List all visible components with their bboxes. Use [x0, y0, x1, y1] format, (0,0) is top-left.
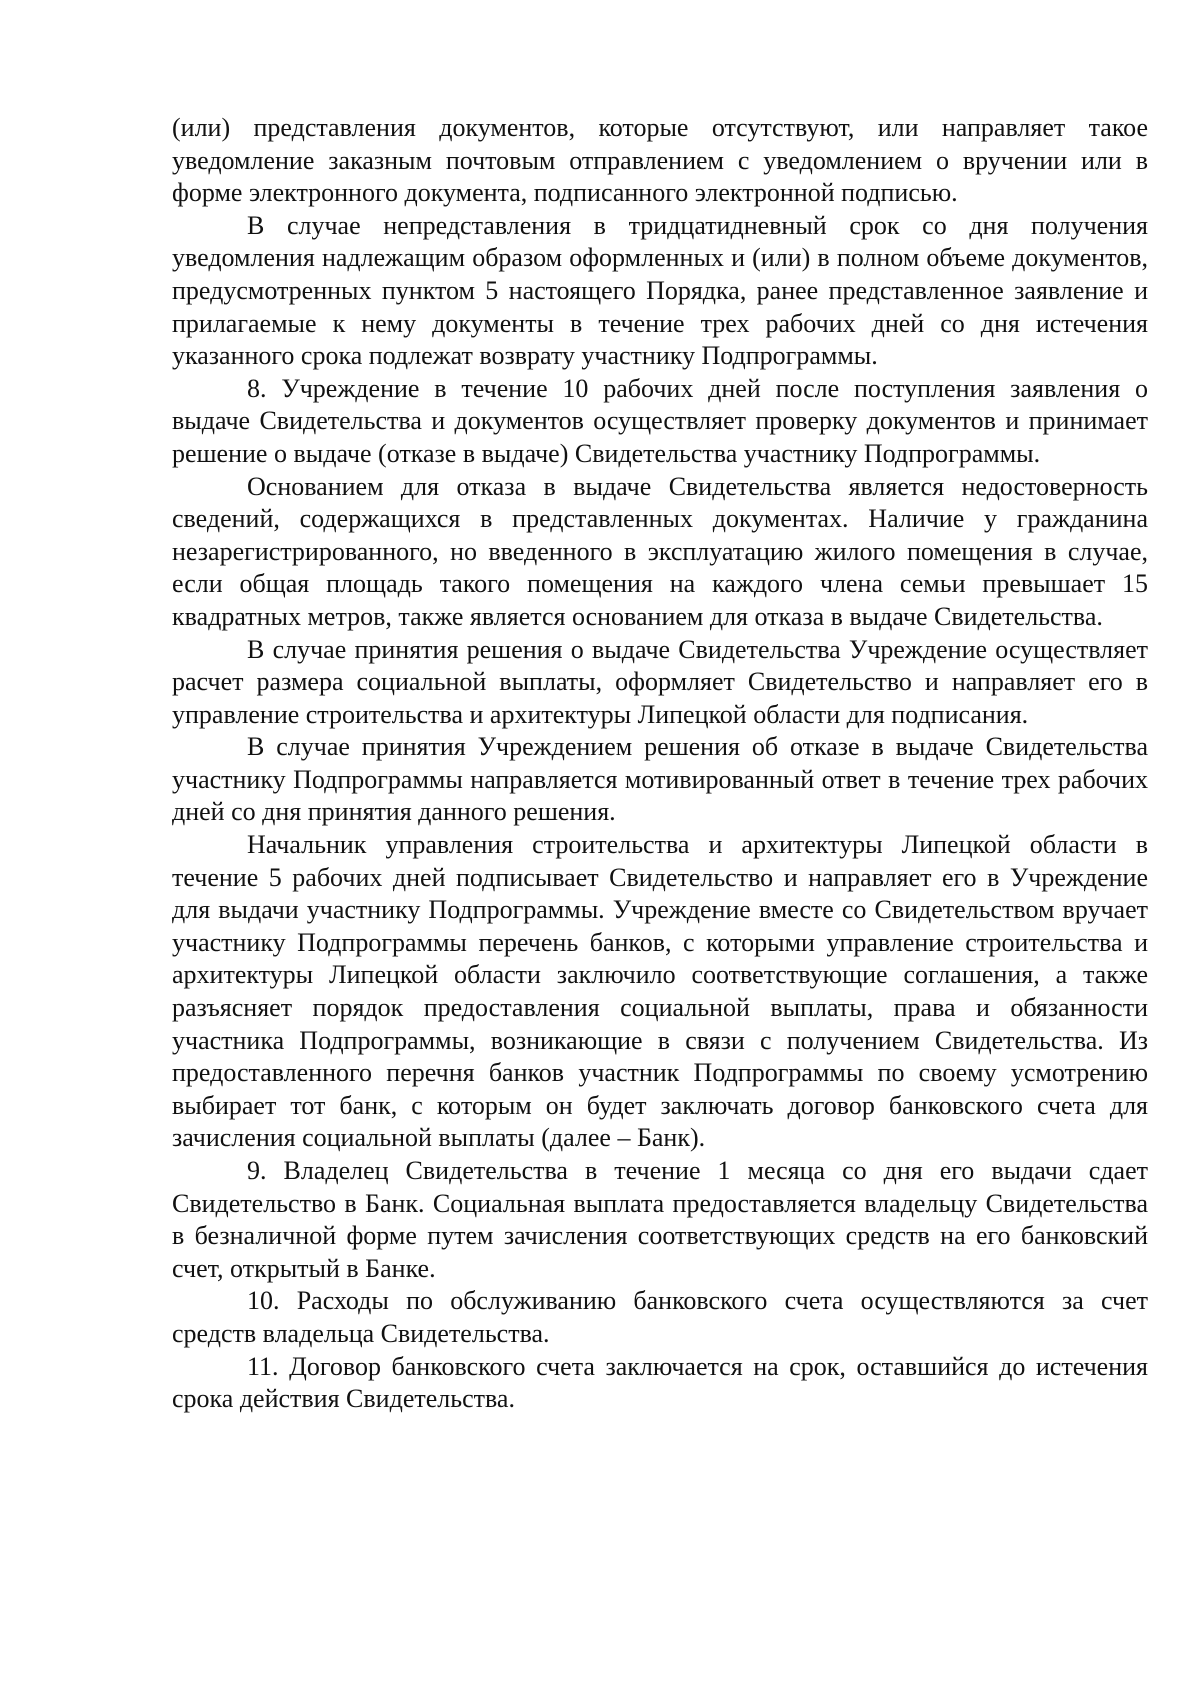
- paragraph-item-10: 10. Расходы по обслуживанию банковского счета осуществляются за счет средств владельца Свидетельства.: [172, 1286, 1148, 1348]
- paragraph-item-8: 8. Учреждение в течение 10 рабочих дней после поступления заявления о выдаче Свидетельства и документов осуществляет проверку документов и принимает решение о выдаче (отказе в выдаче) Свидетельства участнику Подпрограммы.: [172, 373, 1148, 468]
- paragraph-refusal-response: В случае принятия Учреждением решения об отказе в выдаче Свидетельства участнику Подпрограммы направляется мотивированный ответ в течение трех рабочих дней со дня принятия данного решения.: [172, 732, 1148, 827]
- paragraph-refusal-grounds: Основанием для отказа в выдаче Свидетельства является недостоверность сведений, содержащихся в представленных документах. Наличие у гражданина незарегистрированного, но введенного в эксплуатацию жилого помещения в случае, если общая площадь такого помещения на каждого члена семьи превышает 15 квадратных метров, также является основанием для отказа в выдаче Свидетельства.: [172, 471, 1148, 631]
- paragraph-item-9: 9. Владелец Свидетельства в течение 1 месяца со дня его выдачи сдает Свидетельство в Банк. Социальная выплата предоставляется владельцу Свидетельства в безналичной форме путем зачисления соответствующих средств на его банковский счет, открытый в Банке.: [172, 1156, 1148, 1283]
- paragraph-notification-continuation: (или) представления документов, которые отсутствуют, или направляет такое уведомление заказным почтовым отправлением с уведомлением о вручении или в форме электронного документа, подписанного электронной подписью.: [172, 113, 1148, 208]
- paragraph-payment-calculation: В случае принятия решения о выдаче Свидетельства Учреждение осуществляет расчет размера социальной выплаты, оформляет Свидетельство и направляет его в управление строительства и архитектуры Липецкой области для подписания.: [172, 634, 1148, 729]
- paragraph-document-return: В случае непредставления в тридцатидневный срок со дня получения уведомления надлежащим образом оформленных и (или) в полном объеме документов, предусмотренных пунктом 5 настоящего Порядка, ранее представленное заявление и прилагаемые к нему документы в течение трех рабочих дней со дня истечения указанного срока подлежат возврату участнику Подпрограммы.: [172, 210, 1148, 371]
- paragraph-item-11: 11. Договор банковского счета заключается на срок, оставшийся до истечения срока действия Свидетельства.: [172, 1351, 1148, 1414]
- paragraph-certificate-signing: Начальник управления строительства и архитектуры Липецкой области в течение 5 рабочих дней подписывает Свидетельство и направляет его в Учреждение для выдачи участнику Подпрограммы. Учреждение вместе со Свидетельством вручает участнику Подпрограммы перечень банков, с которыми управление строительства и архитектуры Липецкой области заключило соответствующие соглашения, а также разъясняет порядок предоставления социальной выплаты, права и обязанности участника Подпрограммы, возникающие в связи с получением Свидетельства. Из предоставленного перечня банков участник Подпрограммы по своему усмотрению выбирает тот банк, с которым он будет заключать договор банковского счета для зачисления социальной выплаты (далее – Банк).: [172, 830, 1148, 1153]
- document-page: [172, 112, 1148, 1416]
